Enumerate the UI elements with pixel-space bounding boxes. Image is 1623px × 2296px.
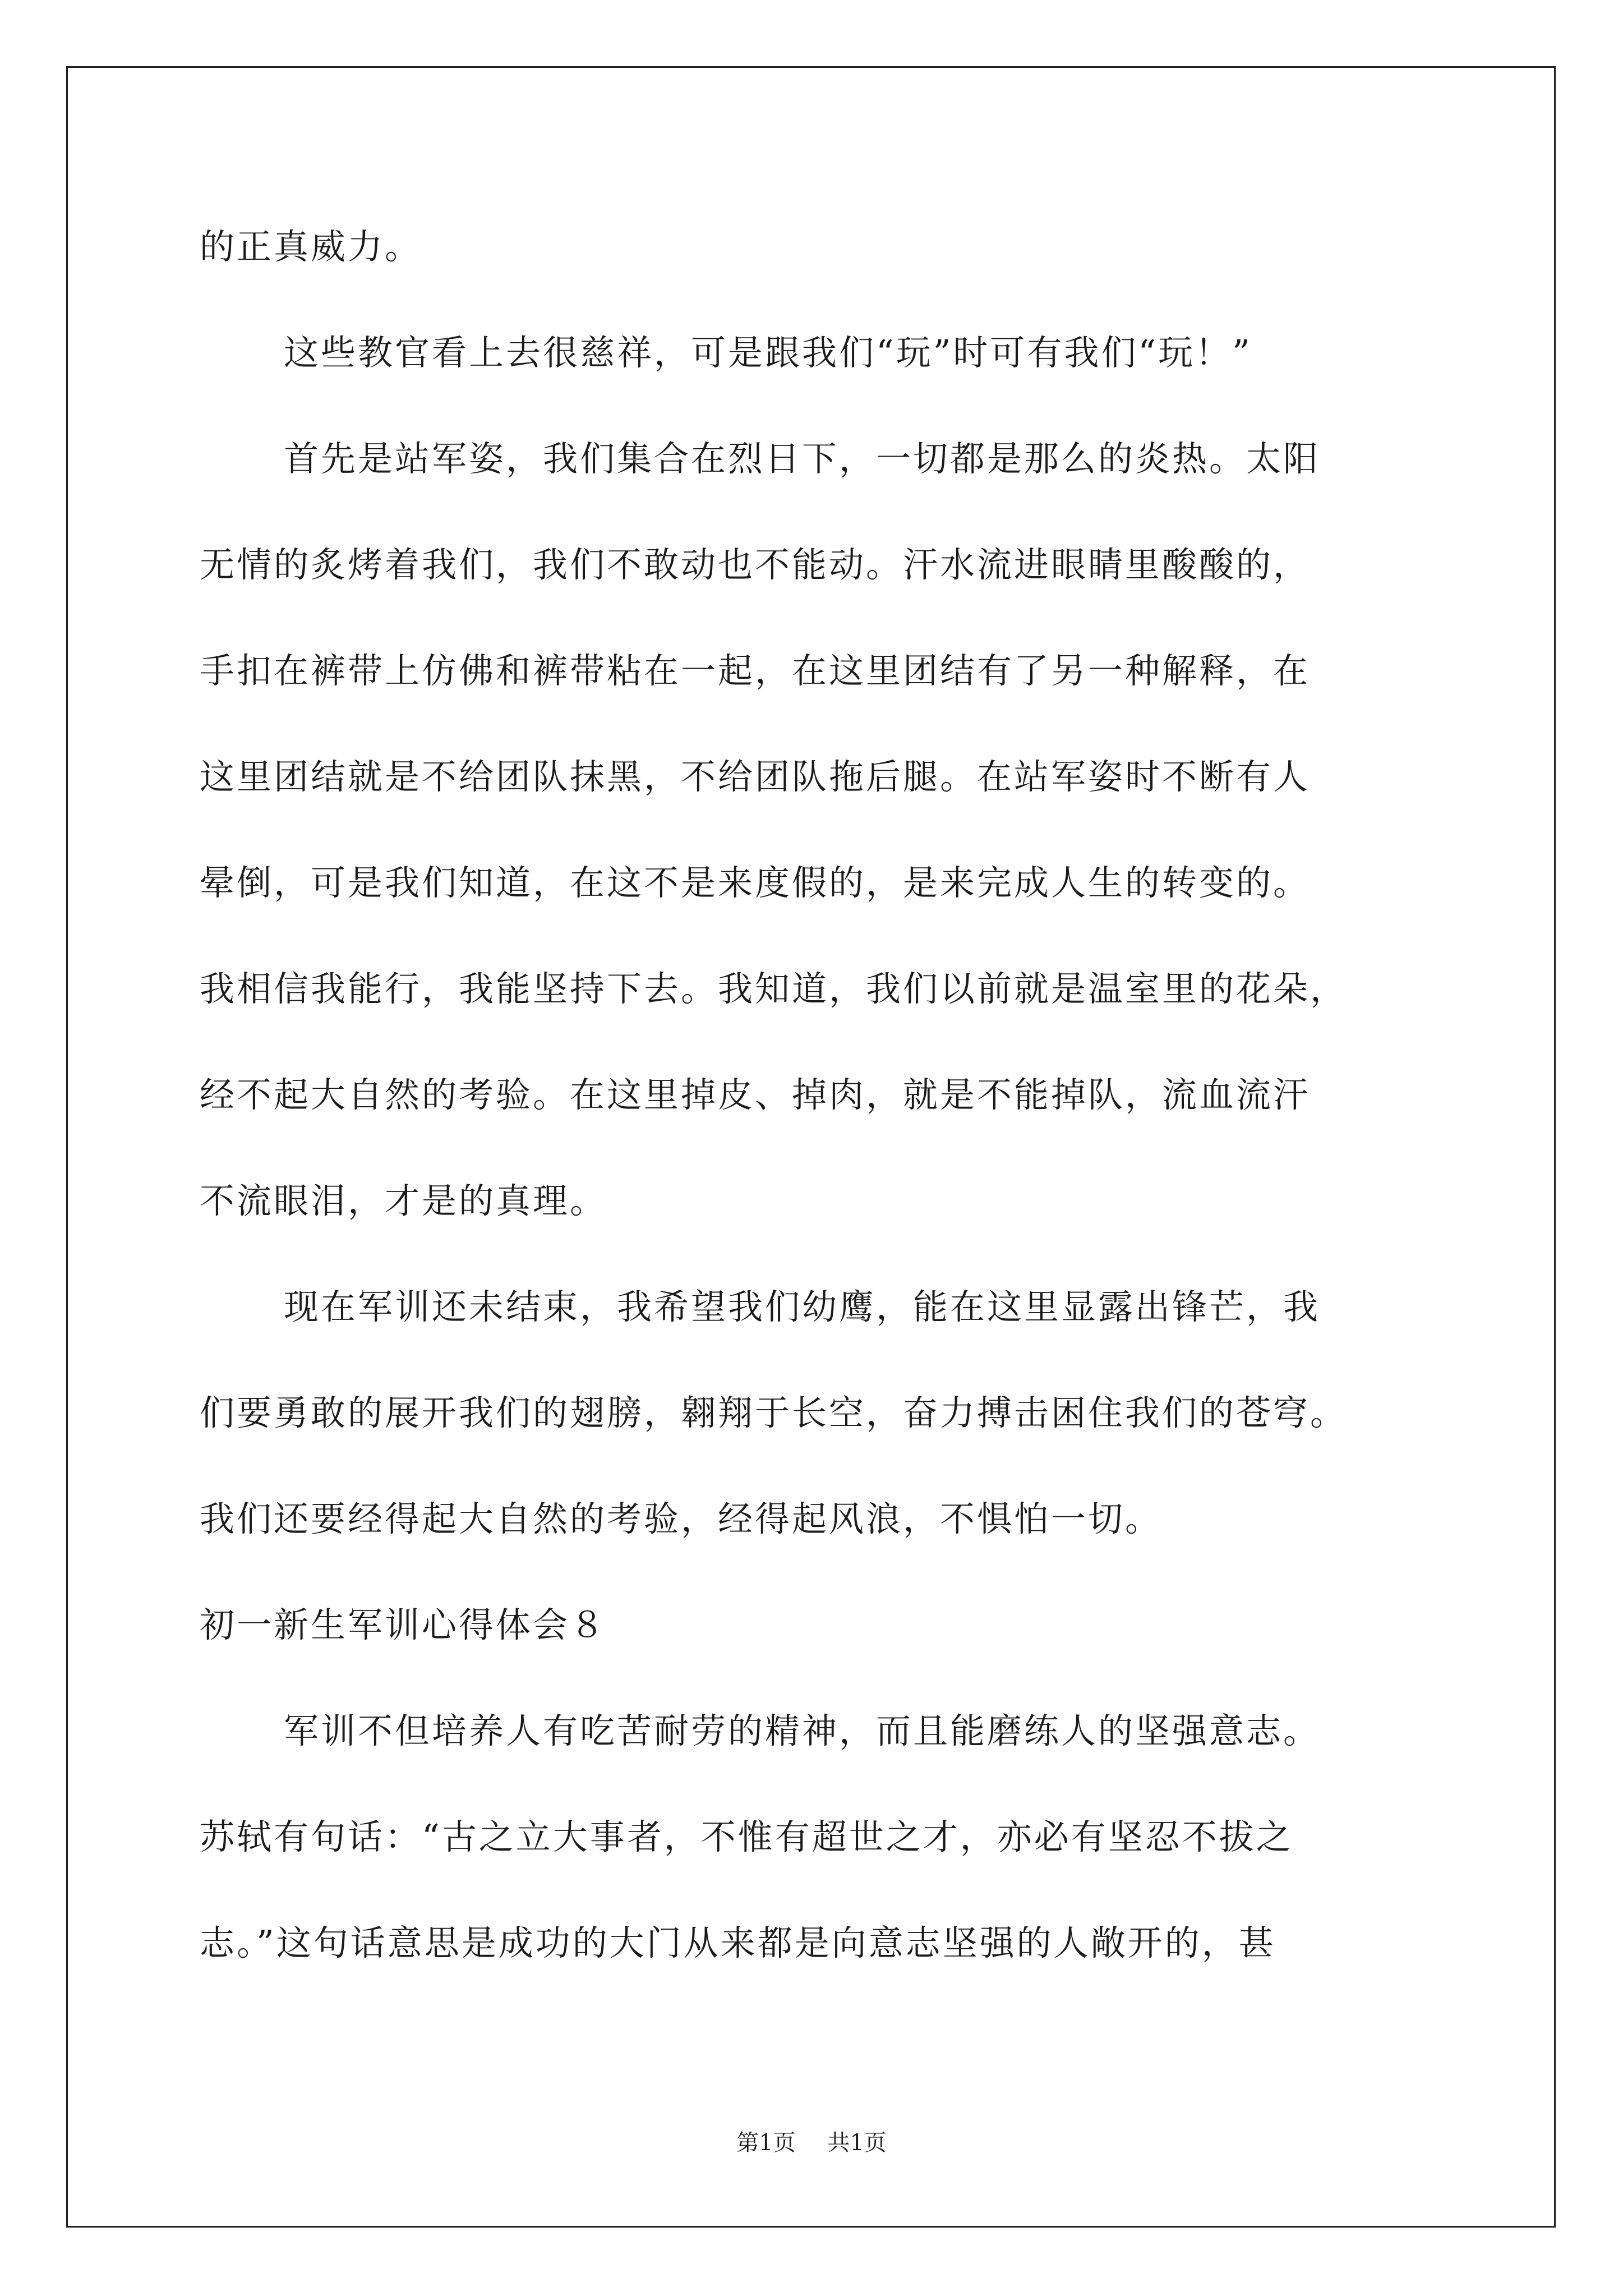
text-line: 经不起大自然的考验。在这里掉皮、掉肉，就是不能掉队，流血流汗 xyxy=(200,1074,1311,1115)
text-line: 晕倒，可是我们知道，在这不是来度假的，是来完成人生的转变的。 xyxy=(200,862,1311,903)
text-line: 我们还要经得起大自然的考验，经得起风浪，不惧怕一切。 xyxy=(200,1498,1163,1539)
text-line: 志。”这句话意思是成功的大门从来都是向意志坚强的人敞开的，甚 xyxy=(200,1922,1276,1963)
page-number: 第1页 xyxy=(736,2130,796,2156)
text-line: 无情的炙烤着我们，我们不敢动也不能动。汗水流进眼睛里酸酸的， xyxy=(200,544,1311,585)
page-total: 共1页 xyxy=(827,2130,887,2156)
text-line: 手扣在裤带上仿佛和裤带粘在一起，在这里团结有了另一种解释，在 xyxy=(200,650,1311,691)
section-heading: 初一新生军训心得体会８ xyxy=(200,1604,607,1645)
text-line: 们要勇敢的展开我们的翅膀，翱翔于长空，奋力搏击困住我们的苍穹。 xyxy=(200,1392,1348,1433)
text-line: 我相信我能行，我能坚持下去。我知道，我们以前就是温室里的花朵， xyxy=(200,968,1348,1009)
paragraph-first-line: 现在军训还未结束，我希望我们幼鹰，能在这里显露出锋芒，我 xyxy=(284,1286,1321,1327)
text-line: 苏轼有句话：“古之立大事者，不惟有超世之才，亦必有坚忍不拔之 xyxy=(200,1816,1293,1857)
page-footer xyxy=(0,2126,1623,2160)
page-border xyxy=(66,66,1556,2228)
paragraph-first-line: 首先是站军姿，我们集合在烈日下，一切都是那么的炎热。太阳 xyxy=(284,438,1321,479)
text-line: 的正真威力。 xyxy=(200,226,422,267)
text-line: 这里团结就是不给团队抹黑，不给团队拖后腿。在站军姿时不断有人 xyxy=(200,756,1311,797)
paragraph-first-line: 军训不但培养人有吃苦耐劳的精神，而且能磨练人的坚强意志。 xyxy=(284,1710,1321,1751)
paragraph-first-line: 这些教官看上去很慈祥，可是跟我们“玩”时可有我们“玩！” xyxy=(284,332,1252,373)
text-line: 不流眼泪，才是的真理。 xyxy=(200,1180,607,1221)
